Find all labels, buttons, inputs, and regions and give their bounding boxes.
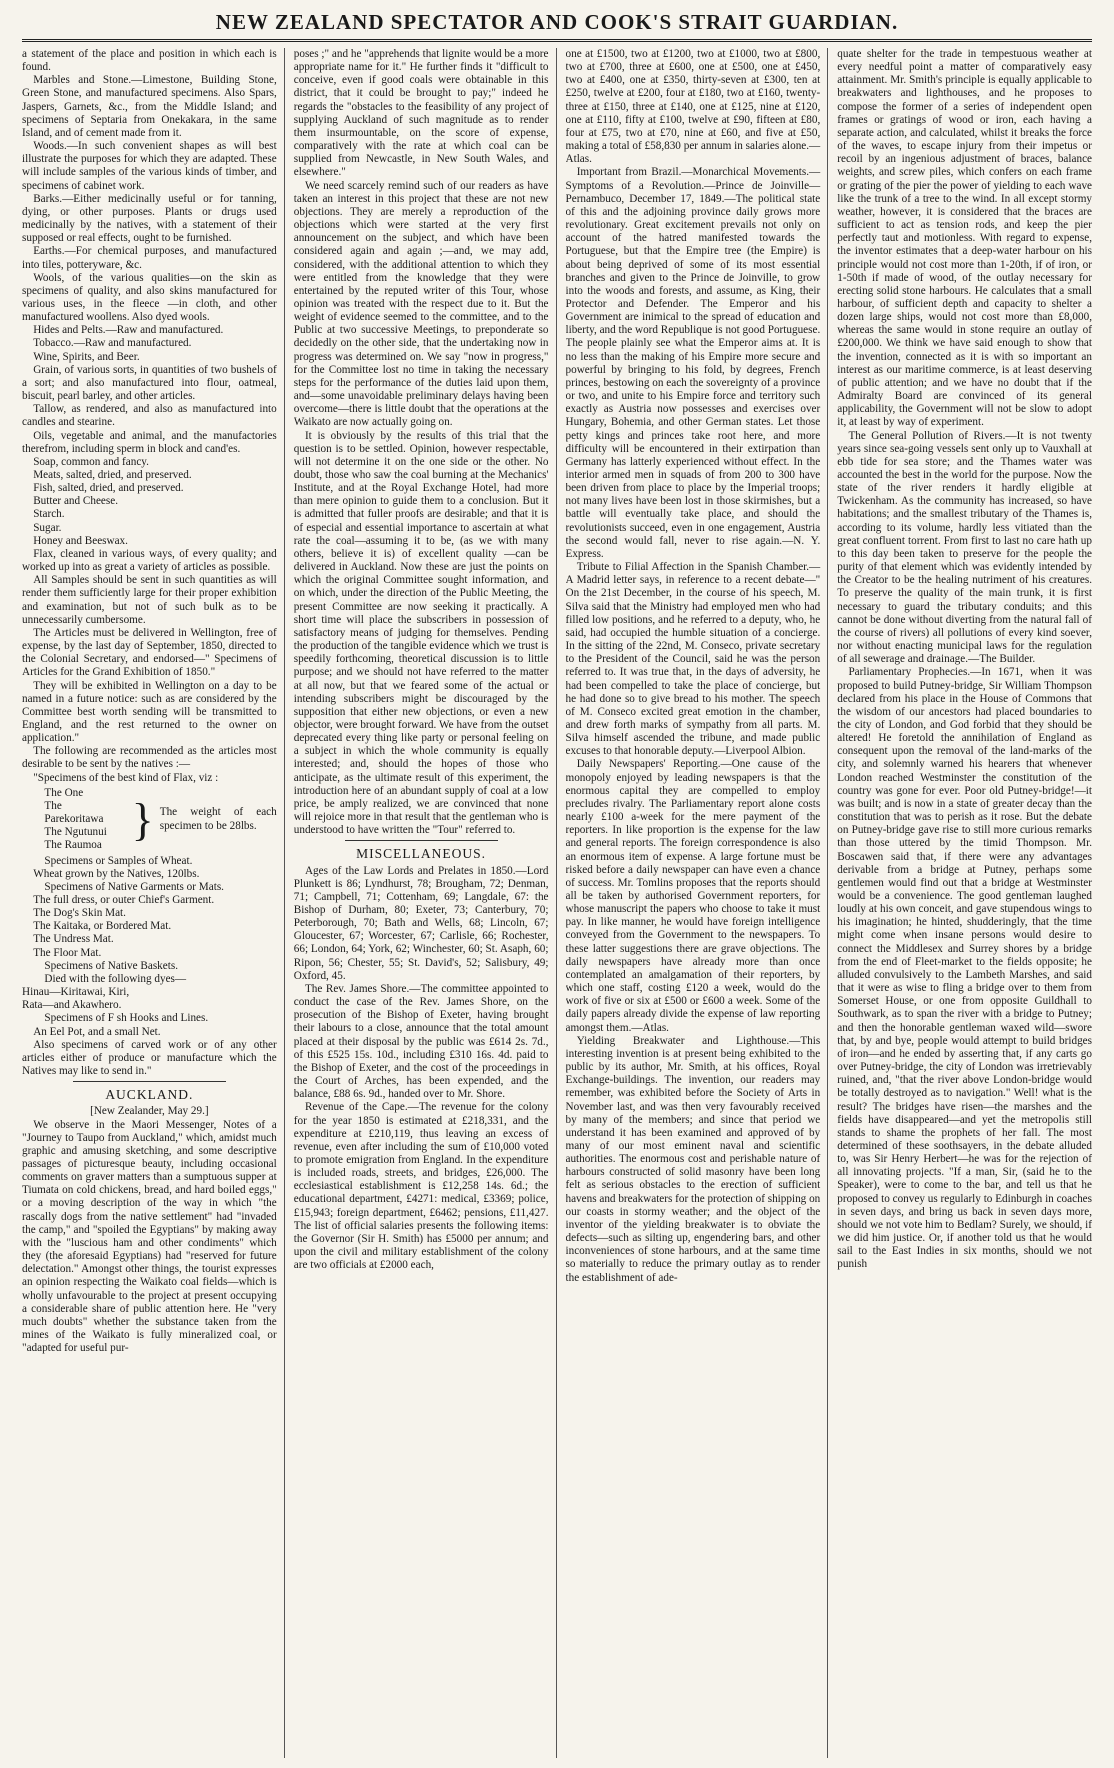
paragraph: Also specimens of carved work or of any other articles either of produce or manufacture which the Natives may like to send in."	[22, 1038, 277, 1078]
flax-names	[44, 787, 121, 853]
flax-list	[44, 787, 276, 853]
flax-name: The One	[44, 786, 84, 799]
paragraph: Oils, vegetable and animal, and the manufactories therefrom, including sperm in block and cand'es.	[22, 429, 277, 455]
column-4	[837, 48, 1092, 1758]
paragraph: It is obviously by the results of this trial that the question is to be settled. Opinion, however respectable, will not determine it on the one side or the other. No doubt, those who saw the coal burning at the Mechanics' Institute, and at the Royal Exchange Hotel, had more than mere opinion to guide them to a conclusion. But it is admitted that fuller proofs are desirable; and that it is of especial and essential importance to ascertain at what rate the coal—assuming it to be, (as we with many others, believe it is) of excellent quality —can be delivered in Auckland. Now these are just the points on which the original Committee sought information, and on which, under the direction of the Public Meeting, the present Committee are now seeking it practically. A short time will place the subscribers in possession of satisfactory means of judging for themselves. Pending the production of the tangible evidence which we trust is speedily forthcoming, theoretical discussion is to little purpose; and we should not have referred to the matter at all now, but that we feared some of the actual or intending subscribers might be discouraged by the supposition that either new objections, or even a new objector, were brought forward. We have from the outset deprecated every thing like party or personal feeling on a subject in which the whole community is equally interested; and, should the hopes of those who anticipate, as the ultimate result of this experiment, the introduction here of an abundant supply of coal at a low price, be amply realized, we are convinced that none will rejoice more in that result that the gentleman who is understood to have written the "Tour" referred to.	[293, 429, 549, 837]
columns	[22, 48, 1092, 1758]
paragraph: "Specimens of the best kind of Flax, viz :	[33, 771, 219, 784]
paragraph: Wine, Spirits, and Beer.	[33, 350, 140, 363]
paragraph: Specimens or Samples of Wheat.	[44, 854, 193, 867]
section-heading: MISCELLANEOUS.	[356, 846, 487, 862]
paragraph: Earths.—For chemical purposes, and manufactured into tiles, potteryware, &c.	[22, 245, 277, 271]
paragraph: Important from Brazil.—Monarchical Movements.—Symptoms of a Revolution.—Prince de Joinville—Pernambuco, December 17, 1849.—The political state of this and the adjoining province daily grows more revolutionary. Great excitement prevails not only on account of the hatred manifested towards the Portuguese, but that the Empire tree (the Empire) is about being deprived of some of its most essential branches and given to the Prince de Joinville, to grow into the woods and forests, and assume, as King, their Protector and Defender. The Emperor and his Government are inimical to the spread of education and liberty, and the word Republique is not good Portuguese. The people plainly see what the Emperor aims at. It is no less than the making of his Empire more secure and powerful by bringing to his fold, by degrees, French princes, bestowing on each the sovereignty of a province or two, and unite to his Empire force and territory such exactly as Austria now possesses and exercises over Hungary, Bohemia, and other German states. Let those petty kings and princes take root here, and more difficulty will be encountered in their extirpation than Germany has latterly experienced without effect. In the interior armed men in squads of from 200 to 300 have been driven from place to place by the Imperial troops; not many lives have been lost in those skirmishes, but a battle will eventually take place, and should the revolutionists succeed, even in one engagement, Austria the second would fall, never to rise again.—N. Y. Express.	[565, 166, 821, 560]
section-heading: AUCKLAND.	[105, 1087, 194, 1103]
flax-note: The weight of each specimen to be 28lbs.	[159, 806, 277, 832]
paragraph: The General Pollution of Rivers.—It is not twenty years since sea-going vessels sent only up to Vauxhall at ebb tide for sea store; and the Thames water was accounted the best in the world for the purpose. Now the state of the river renders it hardly eligible at Twickenham. As the community has increased, so have habitations; and the smallest tributary of the Thames is, according to its volume, hardly less vitiated than the great confluent torrent. From first to last no care hath up to this day been taken to preserve for the people the purity of that element which was evidently intended by the Creator to be the healing nutriment of his creatures. To preserve the quality of the main trunk, it is first necessary to guard the tributary conduits; and this cannot be done without diverting from the natural fall of the course of rivers) all pollutions of every kind soever, nor without enacting municipal laws for the regulation of all sewerage and drainage.—The Builder.	[837, 429, 1092, 666]
paragraph: quate shelter for the trade in tempestuous weather at every needful point a matter of comparatively easy attainment. Mr. Smith's principle is equally applicable to breakwaters and lighthouses, and he proposes to compose the former of a series of independent open frames or gratings of wood or iron, each having a separate action, and calculated, whilst it breaks the force of the waves, to escape injury from their impetus or recoil by an ingenious adjustment of braces, balance weights, and screw piles, which confers on each frame or grating of the pier the power of yielding to each wave like the trunk of a tree to the wind. In all except stormy weather, however, it is considered that the braces are sufficient to act as tension rods, and keep the pier perfectly taut and motionless. With regard to expense, the inventor estimates that a deep-water harbour on his principle would not cost more than 1-20th, if of iron, or 1-50th if made of wood, of the outlay necessary for erecting solid stone harbours. He calculates that a small harbour, of sufficient depth and capacity to shelter a dozen large ships, would not cost more than £8,000, whereas the same would in stone require an outlay of £200,000. We think we have said enough to show that the invention, connected as it is with so important an interest as our maritime commerce, is at least deserving of public attention; and we have no doubt that if the Admiralty Board are convinced of its general applicability, the Government will not be slow to adopt it, at least by way of experiment.	[837, 48, 1092, 429]
paragraph: Daily Newspapers' Reporting.—One cause of the monopoly enjoyed by leading newspapers is that the enormous capital they are compelled to employ precludes rivalry. The Parliamentary report alone costs nearly £100 a-week for the mere payment of the reporters. In like proportion is the expense for the law and general reports. The foreign correspondence is also an enormous item of expense. A large fortune must be risked before a daily newspaper can have even a chance of success. Mr. Tomlins proposes that the reports should all be taken by authorised Government reporters, for whose manuscript the papers who choose to take it must pay. In like manner, he would have foreign intelligence conveyed from the Government to the newspapers. To these latter suggestions there are grave objections. The daily newspapers have already more than once contemplated an amalgamation of their reporters, by which one staff, costing £120 a week, would do the work of five or six at £500 or £600 a week. Some of the daily papers already divide the expense of law reporting amongst them.—Atlas.	[565, 758, 821, 1034]
paragraph: Tallow, as rendered, and also as manufactured into candles and stearine.	[22, 403, 277, 429]
paragraph: Hides and Pelts.—Raw and manufactured.	[33, 324, 224, 337]
paragraph: Specimens of Native Baskets.	[44, 959, 178, 972]
flax-name: The Parekoritawa	[44, 799, 104, 826]
paragraph: They will be exhibited in Wellington on a day to be named in a future notice: such as are considered by the Committee best worth sending will be transmitted to England, and the rest returned to the owner on application."	[22, 679, 277, 745]
paragraph: Rata—and Akawhero.	[22, 999, 122, 1012]
paragraph: poses ;" and he "apprehends that lignite would be a more appropriate name for it." He further finds it "difficult to conceive, even if good coals were obtainable in this district, that it could be brought to pay;" indeed he regards the "obstacles to the feasibility of any project of supplying Auckland of such magnitude as to render them insurmountable, on the score of expense, comparatively with the rate at which coal can be supplied from Newcastle, in New South Wales, and elsewhere."	[293, 48, 549, 179]
paragraph: Specimens of F sh Hooks and Lines.	[44, 1012, 209, 1025]
paragraph: Honey and Beeswax.	[33, 534, 128, 547]
paragraph: Butter and Cheese.	[33, 495, 119, 508]
paragraph: We need scarcely remind such of our readers as have taken an interest in this project that these are not new objections. They are merely a reproduction of the objections which were started at the very first announcement on the subject, and which have been considered again and again ;—and, we may add, considered, with the additional attention to which they were entitled from the knowledge that they were entertained by the reputed writer of this Tour, whose opinion was treated with the respect due to it. But the weight of evidence seemed to the committee, and to the Public at two successive Meetings, to preponderate so decidedly on the other side, that the undertaking now in progress was determined on. We say "now in progress," for the Committee lost no time in taking the necessary steps for the performance of the duties laid upon them, and—some unavoidable preliminary delays having been overcome—there is little doubt that the operations at the Waikato are now actually going on.	[293, 179, 549, 429]
brace-icon: }	[131, 793, 154, 845]
paragraph: The Rev. James Shore.—The committee appointed to conduct the case of the Rev. James Shore, on the prosecution of the Bishop of Exeter, having brought their labours to a close, announce that the total amount placed at their disposal by the public was £614 2s. 7d., of this £525 15s. 10d., including £310 16s. 4d. paid to the Bishop of Exeter, and the cost of the proceedings in the Court of Arches, has been expended, and the balance, £88 6s. 9d., handed over to Mr. Shore.	[293, 982, 549, 1101]
paragraph: The following are recommended as the articles most desirable to be sent by the natives :—	[22, 745, 277, 771]
paragraph: Barks.—Either medicinally useful or for tanning, dying, or other purposes. Plants or drugs used medicinally by the natives, with a statement of their supposed or real effects, ought to be furnished.	[22, 192, 277, 245]
paragraph: The Articles must be delivered in Wellington, free of expense, by the last day of September, 1850, directed to the Colonial Secretary, and endorsed—" Specimens of Articles for the Grand Exhibition of 1850."	[22, 626, 277, 679]
paragraph: Flax, cleaned in various ways, of every quality; and worked up into as great a variety of articles as possible.	[22, 547, 277, 574]
flax-name: The Ngutunui	[44, 826, 107, 839]
column-3	[566, 48, 829, 1758]
paragraph: Wheat grown by the Natives, 120lbs.	[33, 867, 200, 880]
paragraph: Woods.—In such convenient shapes as will best illustrate the purposes for which they are adapted. These will include samples of the various kinds of timber, and specimens of cabinet work.	[22, 140, 277, 192]
paragraph: We observe in the Maori Messenger, Notes of a "Journey to Taupo from Auckland," which, amidst much graphic and amusing sketching, and some descriptive passages of picturesque beauty, including occasional comments on graver matters than a sumptuous supper at Tiumata on cold chickens, bread, and hard boiled eggs," or a moving description of the way in which "the rascally dogs from the native settlement" had "invaded the camp," and "spoiled the Egyptians" by making away with the "luscious ham and other condiments" which they (the aforesaid Egyptians) had "reserved for future delectation." Amongst other things, the tourist expresses an opinion respecting the Waikato coal fields—which is wholly unfavourable to the project at present occupying a considerable share of public attention here. He "very much doubts" whether the substance taken from the mines of the Waikato is fully mineralized coal, or "adapted for useful pur-	[22, 1118, 277, 1355]
paragraph: Meats, salted, dried, and preserved.	[33, 469, 192, 481]
paragraph: Tobacco.—Raw and manufactured.	[33, 337, 192, 350]
paragraph: a statement of the place and position in which each is found.	[22, 48, 277, 74]
paragraph: Marbles and Stone.—Limestone, Building Stone, Green Stone, and manufactured specimens. Also Spars, Jaspers, Garnets, &c., from the Middle Island; and specimens of Septaria from Onekakara, in the same Island, and of cement made from it.	[22, 74, 277, 139]
divider	[345, 840, 498, 841]
paragraph: Hinau—Kiritawai, Kiri,	[22, 986, 130, 999]
paragraph: The Kaitaka, or Bordered Mat.	[33, 920, 172, 933]
paragraph: Yielding Breakwater and Lighthouse.—This interesting invention is at present being exhibited to the public by its author, Mr. Smith, at his offices, Royal Exchange-buildings. The invention, our readers may remember, was exhibited before the Society of Arts in November last, and was then very favourably received by many of the members; and since that period we understand it has been examined and approved of by many of our most eminent naval and scientific authorities. The enormous cost and perishable nature of harbours constructed of solid masonry have been long felt as serious obstacles to the erection of sufficient havens and breakwaters for the protection of shipping on our coasts in stormy weather; and the object of the inventor of the yielding breakwater is to obviate the defects—such as silting up, engendering bars, and other inconveniences of stone harbours, and at the same time so materially to reduce the primary outlay as to render the establishment of ade-	[565, 1034, 821, 1284]
column-2	[294, 48, 557, 1758]
paragraph: The full dress, or outer Chief's Garment.	[33, 894, 215, 906]
paragraph: An Eel Pot, and a small Net.	[33, 1025, 161, 1038]
paragraph: Fish, salted, dried, and preserved.	[33, 482, 184, 495]
paragraph: Soap, common and fancy.	[33, 455, 149, 468]
paragraph: All Samples should be sent in such quantities as will render them sufficiently large for their proper exhibition and examination, but not of such bulk as to be unnecessarily cumbersome.	[22, 574, 277, 626]
paragraph: Parliamentary Prophecies.—In 1671, when it was proposed to build Putney-bridge, Sir William Thompson declared from his place in the House of Commons that the wisdom of our ancestors had placed boundaries to the city of London, and God forbid that they should be altered! He foretold the annihilation of England as consequent upon the removal of the land-marks of the city, and solemnly warned his hearers that whenever London reached Westminster the constitution of the country was gone for ever. Poor old Putney-bridge!—it was built; and is now in a state of greater decay than the constitution that was to perish as it rose. But the debate on Putney-bridge gave rise to still more curious remarks than those uttered by the timid Thompson. Mr. Boscawen said that, if there were any advantages derivable from a bridge at Putney, perhaps some gentlemen would find out that a bridge at Westminster would be a convenience. The good gentleman laughed loudly at his own conceit, and gave stupendous wings to his imagination; he hinted, shudderingly, that the time might come when insane persons would desire to connect the Middlesex and Surrey shores by a bridge from the end of Fleet-market to the fields opposite; he alluded convulsively to the Lambeth Marshes, and said that it were as wise to fling a bridge over to them from Somerset House, or one from opposite Guildhall to Southwark, as to span the river with a bridge to Putney; and then the honorable gentleman waxed wild—swore that, by and bye, people would attempt to build bridges of iron—and he ended by asserting that, if any carts go over Putney-bridge, the city of London was irretrievably ruined, and, "that the river above London-bridge would be totally destroyed as to navigation." Well! what is the result? The bridges have risen—the marshes and the fields have disappeared—and yet the metropolis still stands to shame the prophets of her fall. The most determined of these soothsayers, in the debate alluded to, was Sir Henry Herbert—he was for the rejection of all innovating projects. "If a man, Sir, (said he to the Speaker), were to come to the bar, and tell us that he proposed to convey us regularly to Edinburgh in coaches in seven days, and bring us back in seven days more, should we not vote him to Bedlam? Surely, we should, if we did him justice. Or, if another told us that he would sail to the East Indies in six months, should we not punish	[837, 666, 1092, 1271]
paragraph: Grain, of various sorts, in quantities of two bushels of a sort; and also manufactured into flour, oatmeal, biscuit, pearl barley, and other articles.	[22, 363, 277, 403]
paragraph: Died with the following dyes—	[44, 972, 187, 985]
paragraph: The Undress Mat.	[33, 933, 114, 946]
source-line: [New Zealander, May 29.]	[90, 1105, 209, 1118]
divider	[73, 1081, 226, 1082]
masthead: NEW ZEALAND SPECTATOR AND COOK'S STRAIT GUARDIAN.	[22, 10, 1092, 42]
paragraph: Revenue of the Cape.—The revenue for the colony for the year 1850 is estimated at £218,331, and the expenditure at £210,119, thus leaving an excess of revenue, even after including the sum of £10,000 voted to promote emigration from England. In the expenditure is included roads, streets, and bridges, £26,000. The ecclesiastical establishment is £12,258 14s. 6d.; the educational department, £4271: medical, £3369; police, £15,943; foreign department, £6462; pensions, £11,427. The list of official salaries presents the following items: the Governor (Sir H. Smith) has £5000 per annum; and upon the civil and military establishment of the colony are two officials at £2000 each,	[293, 1101, 549, 1272]
paragraph: Ages of the Law Lords and Prelates in 1850.—Lord Plunkett is 86; Lyndhurst, 78; Brougham, 72; Denman, 71; Campbell, 71; Cottenham, 69; Langdale, 67: the Bishop of Durham, 80; Exeter, 73; Canterbury, 70; Peterborough, 70; Bath and Wells, 68; Lincoln, 67; Gloucester, 67; Worcester, 67; Carlisle, 66; Rochester, 66; London, 64; York, 62; Winchester, 60; St. Asaph, 60; Ripon, 56; Chester, 55; St. David's, 52; Salisbury, 49; Oxford, 45.	[293, 864, 549, 982]
paragraph: The Dog's Skin Mat.	[33, 907, 126, 920]
paragraph: Specimens of Native Garments or Mats.	[44, 880, 224, 893]
flax-name: The Raumoa	[44, 839, 102, 852]
paragraph: The Floor Mat.	[33, 946, 102, 959]
paragraph: Starch.	[33, 508, 65, 521]
paragraph: Sugar.	[33, 521, 62, 534]
column-1	[22, 48, 285, 1758]
paragraph: one at £1500, two at £1200, two at £1000, two at £800, two at £700, three at £600, one at £500, one at £450, two at £400, one at £350, thirty-seven at £300, ten at £250, twelve at £200, four at £180, two at £160, twenty-three at £150, three at £140, one at £125, nine at £120, one at £110, fifty at £100, twelve at £90, fifteen at £80, four at £75, two at £70, nine at £60, and five at £50, making a total of £58,830 per annum in salaries alone.—Atlas.	[565, 48, 821, 166]
paragraph: Wools, of the various qualities—on the skin as specimens of quality, and also skins manufactured for various uses, in the fleece —in cloth, and other manufactured woollens. Also dyed wools.	[22, 271, 277, 324]
paragraph: Tribute to Filial Affection in the Spanish Chamber.—A Madrid letter says, in reference to a recent debate—" On the 21st December, in the course of his speech, M. Silva said that the Ministry had employed men who had filled low positions, and he referred to a deputy, who, he said, had occupied the humble situation of a concierge. In the sitting of the 22nd, M. Conseco, private secretary to the President of the Council, said he was the person referred to. It was true that, in the days of adversity, he had been compelled to take the place of concierge, but he had done so to give bread to his mother. The speech of M. Conseco excited great emotion in the chamber, and drew forth marks of sympathy from all parts. M. Silva himself ascended the tribune, and made public excuses to that honorable deputy.—Liverpool Albion.	[565, 561, 821, 758]
